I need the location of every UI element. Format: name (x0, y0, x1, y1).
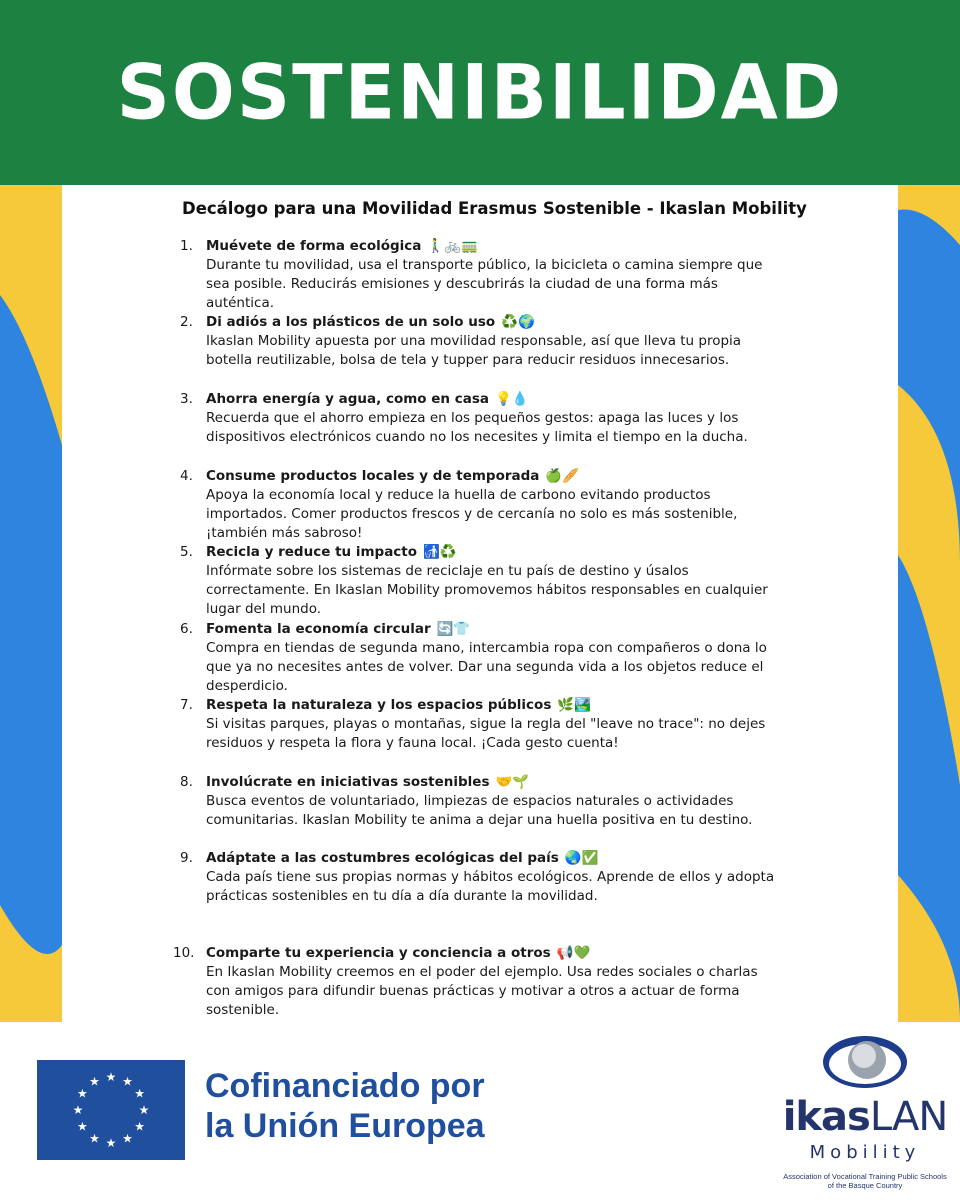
item-title: Di adiós a los plásticos de un solo uso ♻️🌍 (206, 314, 535, 330)
eu-star: ★ (89, 1131, 100, 1146)
footer (0, 1022, 960, 1200)
item-number: 8. (180, 774, 193, 790)
item-emoji: 🚮♻️ (423, 544, 457, 560)
eu-star: ★ (89, 1074, 100, 1089)
item-number: 5. (180, 544, 193, 560)
item-title: Involúcrate en iniciativas sostenibles 🤝🌱 (206, 774, 530, 790)
item-title: Recicla y reduce tu impacto 🚮♻️ (206, 544, 457, 560)
item-emoji: 🌏✅ (564, 850, 599, 866)
eu-flag-icon (37, 1060, 185, 1160)
item-body: Si visitas parques, playas o montañas, sigue la regla del "leave no trace": no dejes residuos y respeta la flora y fauna local. ¡Cada gesto cuenta! (206, 716, 766, 751)
item-emoji: 🤝🌱 (495, 774, 530, 790)
eu-star: ★ (134, 1119, 145, 1134)
header-banner (0, 0, 960, 185)
item-body: Apoya la economía local y reduce la huella de carbono evitando productos importados. Comer productos frescos y de cercanía no solo es más sostenible, ¡también más sabroso! (206, 487, 738, 541)
item-title: Comparte tu experiencia y conciencia a otros 📢💚 (206, 945, 591, 961)
eu-star: ★ (122, 1074, 133, 1089)
item-body: Durante tu movilidad, usa el transporte público, la bicicleta o camina siempre que sea posible. Reducirás emisiones y descubrirás la ciudad de una forma más auténtica. (206, 257, 763, 311)
item-body: Infórmate sobre los sistemas de reciclaje en tu país de destino y úsalos correctamente. En Ikaslan Mobility promovemos hábitos responsables en cualquier lugar del mundo. (206, 563, 768, 617)
item-emoji: 🌿🏞️ (557, 697, 591, 713)
eu-line-2: la Unión Europea (205, 1107, 485, 1145)
eu-star: ★ (122, 1131, 133, 1146)
eu-star: ★ (134, 1086, 145, 1101)
item-title: Adáptate a las costumbres ecológicas del país 🌏✅ (206, 850, 599, 866)
ikaslan-mobility-text: Mobility (809, 1142, 921, 1163)
item-number: 10. (173, 945, 195, 961)
ikaslan-logo (780, 1032, 950, 1197)
item-title: Muévete de forma ecológica 🚶‍♂️🚲🚃 (206, 238, 478, 254)
item-number: 9. (180, 850, 193, 866)
item-emoji: 💡💧 (495, 391, 529, 407)
item-number: 6. (180, 621, 193, 637)
page-title: SOSTENIBILIDAD (116, 48, 844, 137)
eu-star: ★ (105, 1136, 117, 1150)
eu-funding-text (205, 1066, 485, 1146)
item-number: 7. (180, 697, 193, 713)
item-emoji: 🚶‍♂️🚲🚃 (427, 238, 478, 254)
ikaslan-logo-mark-icon (822, 1034, 908, 1092)
eu-line-1: Cofinanciado por (205, 1067, 485, 1105)
ikaslan-wordmark: ikasLAN (782, 1094, 948, 1140)
item-body: Busca eventos de voluntariado, limpiezas de espacios naturales o actividades comunitarias. Ikaslan Mobility te anima a dejar una huella positiva en tu destino. (206, 793, 753, 828)
item-number: 2. (180, 314, 193, 330)
item-title: Consume productos locales y de temporada 🍏🥖 (206, 468, 580, 484)
item-title: Respeta la naturaleza y los espacios públicos 🌿🏞️ (206, 697, 591, 713)
item-emoji: 🔄👕 (436, 621, 471, 637)
item-title: Ahorra energía y agua, como en casa 💡💧 (206, 391, 529, 407)
item-body: Compra en tiendas de segunda mano, intercambia ropa con compañeros o dona lo que ya no necesites antes de volver. Dar una segunda vida a los objetos reduce el desperdicio. (206, 640, 767, 694)
eu-star: ★ (138, 1103, 150, 1117)
item-emoji: 📢💚 (556, 945, 591, 961)
item-number: 1. (180, 238, 193, 254)
item-emoji: ♻️🌍 (501, 314, 535, 330)
item-emoji: 🍏🥖 (545, 468, 580, 484)
eu-star: ★ (72, 1103, 84, 1117)
item-number: 3. (180, 391, 193, 407)
eu-star: ★ (105, 1070, 117, 1084)
item-body: Ikaslan Mobility apuesta por una movilidad responsable, así que lleva tu propia botella reutilizable, bolsa de tela y tupper para reducir residuos innecesarios. (206, 333, 742, 368)
eu-star: ★ (77, 1119, 88, 1134)
item-title: Fomenta la economía circular 🔄👕 (206, 621, 471, 637)
item-number: 4. (180, 468, 193, 484)
item-body: Cada país tiene sus propias normas y hábitos ecológicos. Aprende de ellos y adopta prácticas sostenibles en tu día a día durante la movilidad. (206, 869, 775, 904)
document-title: Decálogo para una Movilidad Erasmus Sostenible - Ikaslan Mobility (182, 199, 807, 218)
decalogue-document (62, 185, 898, 1022)
item-body: Recuerda que el ahorro empieza en los pequeños gestos: apaga las luces y los dispositivos electrónicos cuando no los necesites y limita el tiempo en la ducha. (206, 410, 748, 445)
ikaslan-association-text: Association of Vocational Training Public Schools of the Basque Country (783, 1172, 947, 1190)
eu-star: ★ (77, 1086, 88, 1101)
item-body: En Ikaslan Mobility creemos en el poder del ejemplo. Usa redes sociales o charlas con amigos para difundir buenas prácticas y motivar a otros a actuar de forma sostenible. (206, 964, 758, 1018)
